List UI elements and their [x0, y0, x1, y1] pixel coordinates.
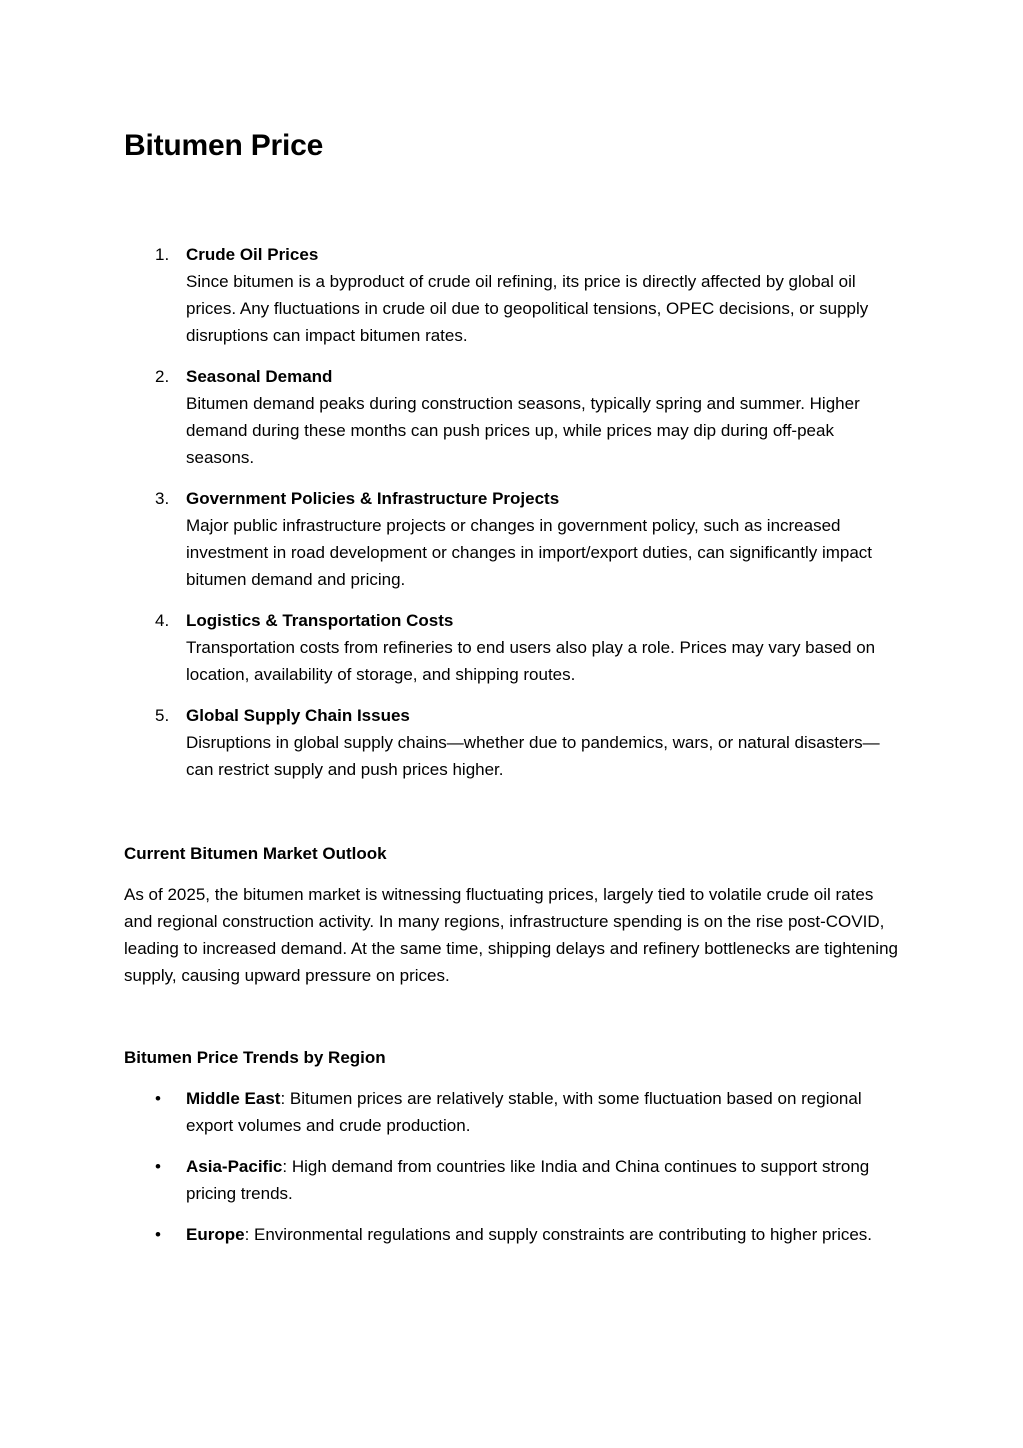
bullet-icon: •	[155, 1157, 161, 1176]
factor-description: Major public infrastructure projects or changes in government policy, such as increased investment in road development or changes in import/export duties, can significantly impact bitumen demand and pricing.	[186, 516, 873, 589]
list-number: 1.	[155, 245, 170, 264]
factor-description: Transportation costs from refineries to end users also play a role. Prices may vary based on location, availability of storage, and shipping routes.	[186, 638, 876, 684]
region-description: : Environmental regulations and supply constraints are contributing to higher prices.	[244, 1225, 873, 1244]
factor-title: Global Supply Chain Issues	[186, 706, 410, 725]
list-item	[124, 363, 904, 471]
factor-title: Seasonal Demand	[186, 367, 333, 386]
list-number: 3.	[155, 489, 170, 508]
bullet-icon: •	[155, 1089, 161, 1108]
list-item	[124, 485, 904, 593]
list-item	[124, 1085, 904, 1139]
list-number: 5.	[155, 706, 170, 725]
outlook-heading: Current Bitumen Market Outlook	[124, 844, 387, 863]
list-item	[124, 1153, 904, 1207]
region-name: Middle East	[186, 1089, 281, 1108]
list-number: 2.	[155, 367, 170, 386]
list-number: 4.	[155, 611, 170, 630]
trends-heading: Bitumen Price Trends by Region	[124, 1048, 386, 1067]
list-item	[124, 702, 904, 783]
page-title: Bitumen Price	[124, 129, 324, 162]
outlook-paragraph: As of 2025, the bitumen market is witnessing fluctuating prices, largely tied to volatile crude oil rates and regional construction activity. In many regions, infrastructure spending is on the rise post-COVID, leading to increased demand. At the same time, shipping delays and refinery bottlenecks are tightening supply, causing upward pressure on prices.	[124, 885, 898, 985]
region-name: Europe	[186, 1225, 245, 1244]
factor-title: Government Policies & Infrastructure Projects	[186, 489, 560, 508]
region-description: : High demand from countries like India and China continues to support strong pricing trends.	[186, 1157, 870, 1203]
factor-description: Disruptions in global supply chains—whether due to pandemics, wars, or natural disasters—can restrict supply and push prices higher.	[186, 733, 880, 779]
factor-description: Bitumen demand peaks during construction seasons, typically spring and summer. Higher demand during these months can push prices up, while prices may dip during off-peak seasons.	[186, 394, 860, 467]
list-item	[124, 1221, 904, 1248]
list-item	[124, 607, 904, 688]
region-description: : Bitumen prices are relatively stable, with some fluctuation based on regional export volumes and crude production.	[186, 1089, 862, 1135]
list-item	[124, 241, 904, 349]
price-factors-list	[124, 241, 904, 797]
factor-title: Logistics & Transportation Costs	[186, 611, 454, 630]
bullet-icon: •	[155, 1225, 161, 1244]
region-trends-list	[124, 1085, 904, 1262]
factor-description: Since bitumen is a byproduct of crude oil refining, its price is directly affected by global oil prices. Any fluctuations in crude oil due to geopolitical tensions, OPEC decisions, or supply disruptions can impact bitumen rates.	[186, 272, 869, 345]
factor-title: Crude Oil Prices	[186, 245, 319, 264]
region-name: Asia-Pacific	[186, 1157, 283, 1176]
